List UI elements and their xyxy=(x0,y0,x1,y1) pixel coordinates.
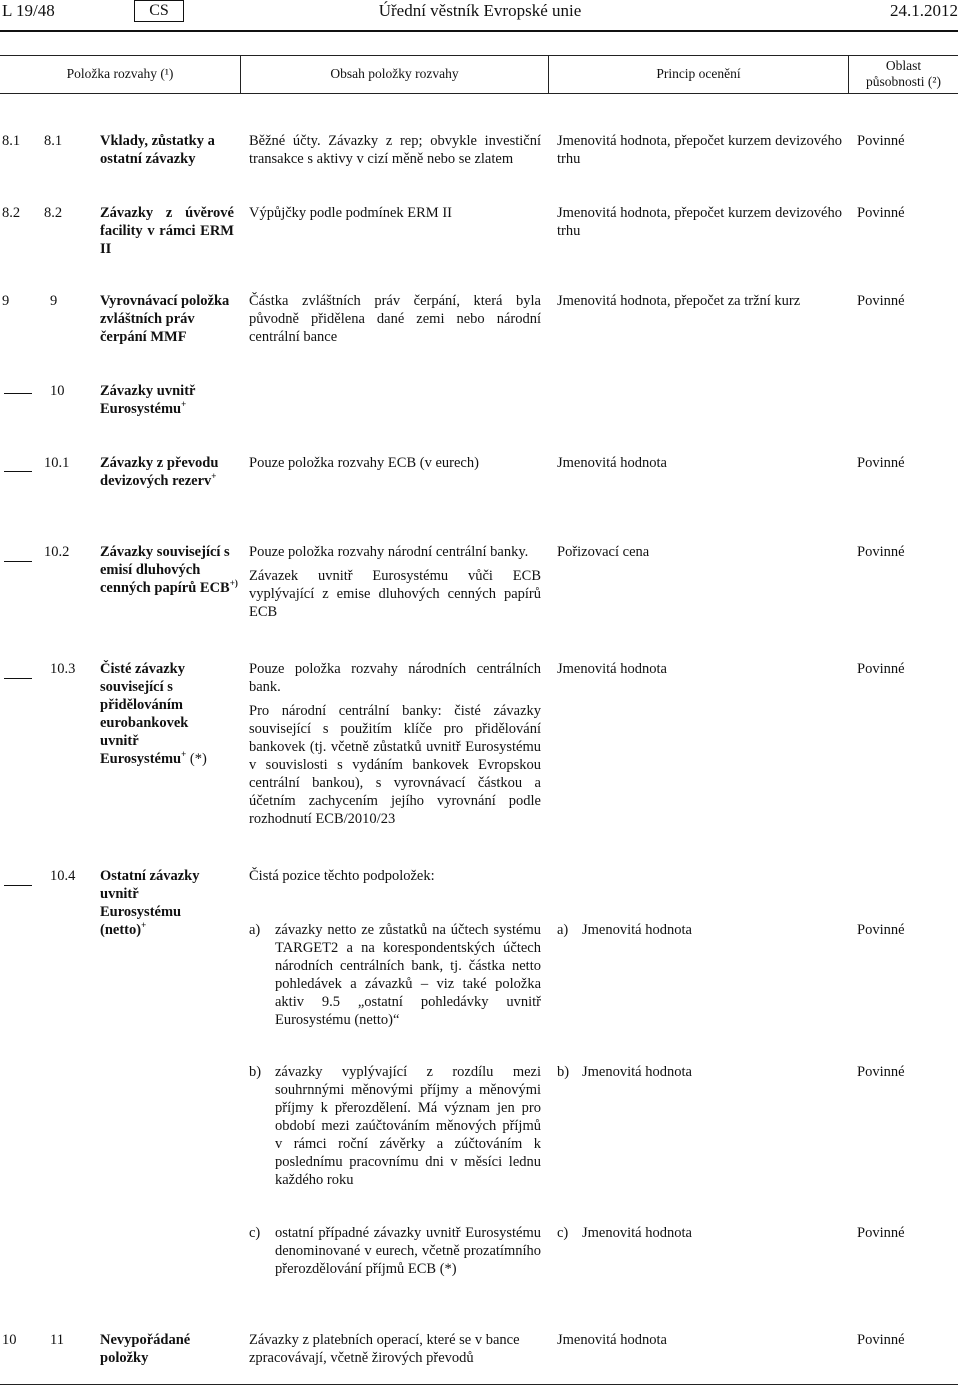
item-name: Vklady, zůstatky a ostatní závazky xyxy=(100,133,215,167)
dash-marker xyxy=(4,552,32,570)
item-content: Výpůjčky podle podmínek ERM II xyxy=(249,205,452,221)
row-number-right: 9 xyxy=(50,293,58,309)
item-content: Závazky z platebních operací, které se v bance zpracovávají, včetně žirových převodů xyxy=(249,1332,520,1366)
dash-marker xyxy=(4,876,32,894)
table-header-border xyxy=(0,93,958,94)
subitem-valuation: Jmenovitá hodnota xyxy=(582,1225,692,1241)
row-number-left: 8.2 xyxy=(2,205,21,221)
item-valuation: Jmenovitá hodnota xyxy=(557,661,667,677)
row-number-right: 10 xyxy=(50,383,65,399)
item-content: Běžné účty. Závazky z rep; obvykle investiční transakce s aktivy v cizí měně nebo se zlatem xyxy=(249,133,541,167)
item-valuation: Jmenovitá hodnota, přepočet kurzem devizového trhu xyxy=(557,133,842,167)
item-content-paragraph: Pro národní centrální banky: čisté závazky související s použitím klíče pro přidělování bankovek (tj. včetně zůstatků uvnitř Eurosystému v souvislosti s vydáním bankovek Evropskou centrální bankou), s vyrovnávací částkou a účetním zachycením jejího vyrovnání podle rozhodnutí ECB/2010/23 xyxy=(249,703,541,827)
item-scope: Povinné xyxy=(857,293,905,309)
subitem-label: b) xyxy=(249,1064,262,1080)
journal-reference: L 19/48 xyxy=(2,1,55,20)
item-name-text: Závazky uvnitř Eurosystému xyxy=(100,383,196,417)
item-content xyxy=(249,660,541,828)
item-content: Částka zvláštních práv čerpání, která byla původně přidělena dané zemi nebo národní centrální bance xyxy=(249,293,541,345)
item-name-mark: + xyxy=(211,471,217,482)
item-name-mark: + xyxy=(141,920,147,931)
subitem-scope: Povinné xyxy=(857,922,905,938)
item-scope: Povinné xyxy=(857,133,905,149)
item-content: Pouze položka rozvahy ECB (v eurech) xyxy=(249,455,479,471)
header-rule xyxy=(0,30,958,32)
item-name: Nevypořádané položky xyxy=(100,1332,191,1366)
language-badge: CS xyxy=(134,0,184,22)
row-number-right: 10.2 xyxy=(44,544,70,560)
subitem-text: závazky vyplývající z rozdílu mezi souhrnnými měnovými příjmy a měnovými příjmy k přerozdělení. Má význam jen pro období mezi zaúčtováním měnových příjmů v rámci roční závěrky a zúčtováním k poslednímu pracovnímu dni v měsíci lednu každého roku xyxy=(275,1064,541,1188)
column-header-valuation: Princip ocenění xyxy=(656,66,741,81)
item-scope: Povinné xyxy=(857,205,905,221)
subitem-valuation-label: b) xyxy=(557,1064,570,1080)
row-number-right: 10.4 xyxy=(50,868,76,884)
item-content-paragraph: Pouze položka rozvahy národních centrálních bank. xyxy=(249,661,541,695)
item-scope: Povinné xyxy=(857,455,905,471)
journal-title: Úřední věstník Evropské unie xyxy=(378,1,582,20)
dash-marker xyxy=(4,462,32,480)
item-name xyxy=(100,660,208,768)
item-content-intro: Čistá pozice těchto podpoložek: xyxy=(249,868,435,884)
subitem-label: a) xyxy=(249,922,261,938)
item-content-paragraph: Pouze položka rozvahy národní centrální banky. xyxy=(249,544,529,560)
item-name: Vyrovnávací položka zvláštních práv čerpání MMF xyxy=(100,293,230,345)
table-bottom-border xyxy=(0,1384,958,1385)
row-number-right: 10.3 xyxy=(50,661,76,677)
row-number-left: 8.1 xyxy=(2,133,21,149)
item-valuation: Jmenovitá hodnota, přepočet za tržní kurz xyxy=(557,293,801,309)
item-name-text: Čisté závazky související s přidělováním eurobankovek uvnitř Eurosystému xyxy=(100,661,189,767)
item-valuation: Pořizovací cena xyxy=(557,544,650,560)
subitem-text: závazky netto ze zůstatků na účtech systému TARGET2 a na korespondentských účtech národních centrálních bank, tj. částka netto pohledávek a závazků – viz také položka aktiv 9.5 „ostatní pohledávky uvnitř Eurosystému (netto)“ xyxy=(275,922,541,1028)
column-header-item: Položka rozvahy (¹) xyxy=(66,66,174,81)
row-number-left: 9 xyxy=(2,293,10,309)
item-name-footnote: (*) xyxy=(189,751,207,767)
item-name-text: Závazky z převodu devizových rezerv xyxy=(100,455,219,489)
subitem-valuation-label: c) xyxy=(557,1225,569,1241)
column-header-content: Obsah položky rozvahy xyxy=(330,66,459,81)
item-valuation: Jmenovitá hodnota xyxy=(557,455,667,471)
item-content xyxy=(249,543,541,621)
dash-marker xyxy=(4,384,32,402)
item-scope: Povinné xyxy=(857,544,905,560)
subitem-valuation: Jmenovitá hodnota xyxy=(582,1064,692,1080)
item-valuation: Jmenovitá hodnota xyxy=(557,1332,667,1348)
row-number-left: 10 xyxy=(2,1332,17,1348)
item-name xyxy=(100,543,238,597)
row-number-right: 8.2 xyxy=(44,205,63,221)
item-name: Závazky z úvěrové facility v rámci ERM II xyxy=(100,205,234,257)
subitem-scope: Povinné xyxy=(857,1225,905,1241)
item-name-text: Ostatní závazky uvnitř Eurosystému (netto) xyxy=(100,868,200,938)
subitem-label: c) xyxy=(249,1225,261,1241)
dash-marker xyxy=(4,669,32,687)
subitem-text: ostatní případné závazky uvnitř Eurosystému denominované v eurech, včetně prozatímního přerozdělování příjmů ECB (*) xyxy=(275,1225,541,1277)
item-name-text: Závazky související s emisí dluhových cenných papírů ECB xyxy=(100,544,230,596)
item-name xyxy=(100,454,234,490)
item-content-paragraph: Závazek uvnitř Eurosystému vůči ECB vyplývající z emise dluhových cenných papírů ECB xyxy=(249,568,541,620)
row-number-right: 10.1 xyxy=(44,455,70,471)
item-name xyxy=(100,382,234,418)
item-name-mark: + xyxy=(181,399,187,410)
column-header-scope-line2: působnosti (²) xyxy=(866,74,941,89)
publication-date: 24.1.2012 xyxy=(890,1,958,20)
subitem-valuation: Jmenovitá hodnota xyxy=(582,922,692,938)
item-valuation: Jmenovitá hodnota, přepočet kurzem devizového trhu xyxy=(557,205,842,239)
subitem-valuation-label: a) xyxy=(557,922,569,938)
item-scope: Povinné xyxy=(857,1332,905,1348)
subitem-scope: Povinné xyxy=(857,1064,905,1080)
row-number-right: 11 xyxy=(50,1332,64,1348)
row-number-right: 8.1 xyxy=(44,133,63,149)
item-scope: Povinné xyxy=(857,661,905,677)
item-name-mark: +) xyxy=(229,578,238,589)
item-name-mark: + xyxy=(181,749,187,760)
item-name xyxy=(100,867,220,939)
column-header-scope xyxy=(849,55,958,93)
column-header-scope-line1: Oblast xyxy=(885,58,922,73)
